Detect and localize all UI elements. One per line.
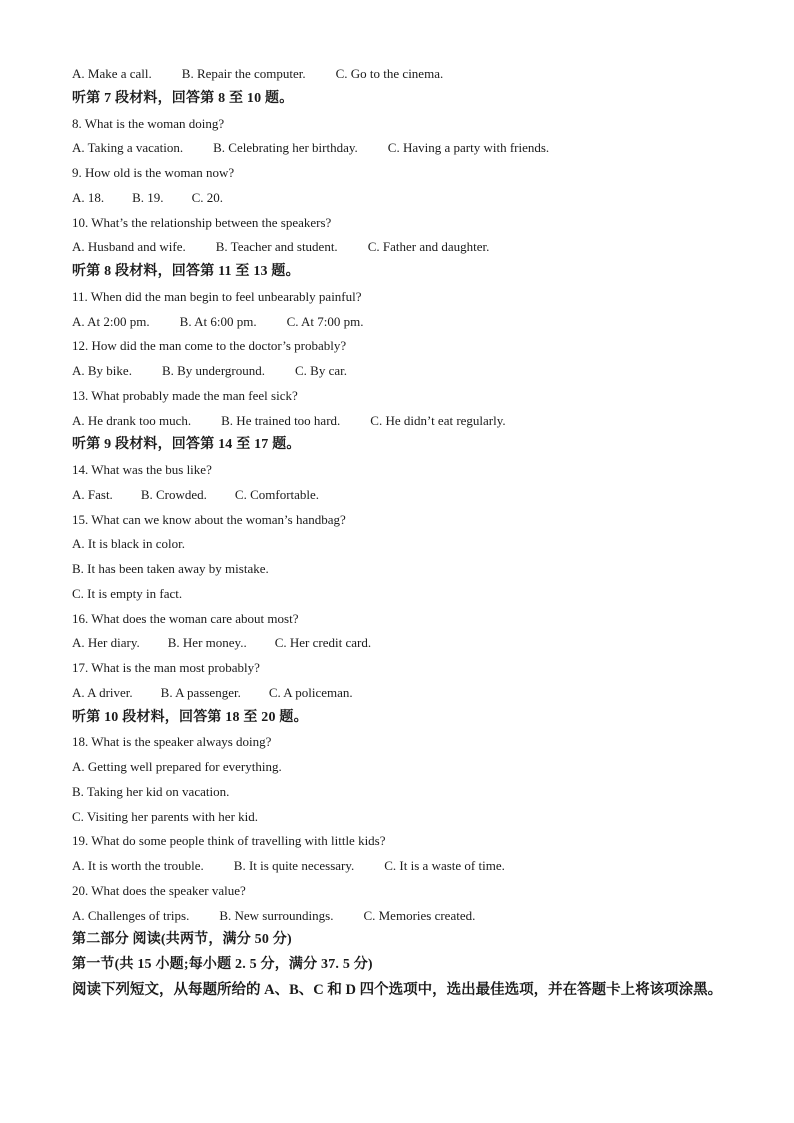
option-c: C. 20.: [191, 189, 223, 205]
question-14: 14. What was the bus like?: [72, 462, 212, 477]
q17-options: [72, 681, 732, 706]
option-c: C. Memories created.: [363, 907, 476, 923]
option-c: C. Her credit card.: [274, 635, 372, 651]
question-9: 9. How old is the woman now?: [72, 165, 235, 180]
option-c: C. Go to the cinema.: [335, 66, 444, 81]
option-c: C. He didn’t eat regularly.: [370, 412, 506, 428]
question-16: 16. What does the woman care about most?: [72, 610, 299, 626]
exam-page: [72, 62, 732, 1002]
option-c: C. It is empty in fact.: [72, 585, 183, 601]
option-b: B. It has been taken away by mistake.: [72, 561, 269, 576]
question-15: 15. What can we know about the woman’s handbag?: [72, 511, 346, 527]
option-c: C. Having a party with friends.: [387, 140, 550, 156]
question-10: 10. What’s the relationship between the speakers?: [72, 214, 332, 230]
option-b: B. Teacher and student.: [215, 239, 338, 255]
option-b: B. Crowded.: [140, 486, 207, 502]
option-a: A. He drank too much.: [72, 412, 192, 428]
option-b: B. Her money..: [167, 635, 247, 651]
option-a: A. By bike.: [72, 363, 132, 378]
option-c: C. Visiting her parents with her kid.: [72, 808, 259, 824]
question-13: 13. What probably made the man feel sick?: [72, 387, 298, 403]
q10-options: [72, 235, 732, 260]
q13-options: [72, 409, 732, 434]
q12-options: [72, 359, 732, 384]
question-19: 19. What do some people think of travelling with little kids?: [72, 833, 386, 849]
q19-options: [72, 854, 732, 879]
option-a: A. A driver.: [72, 684, 133, 700]
option-b: B. It is quite necessary.: [233, 858, 355, 873]
part7-heading: 听第 7 段材料，回答第 8 至 10 题。: [72, 90, 294, 106]
question-11: 11. When did the man begin to feel unbearably painful?: [72, 288, 362, 304]
option-c: C. At 7:00 pm.: [286, 313, 364, 329]
option-a: A. Fast.: [72, 486, 113, 502]
option-b: B. A passenger.: [160, 684, 241, 700]
option-b: B. By underground.: [161, 363, 265, 378]
section2-instructions: 阅读下列短文，从每题所给的 A、B、C 和 D 四个选项中，选出最佳选项，并在答题卡上将该项涂黑。: [72, 981, 723, 998]
option-b: B. Repair the computer.: [181, 66, 306, 81]
option-b: B. Celebrating her birthday.: [213, 140, 358, 156]
part10-heading: 听第 10 段材料，回答第 18 至 20 题。: [72, 709, 308, 725]
option-b: B. He trained too hard.: [221, 412, 341, 428]
q14-options: [72, 483, 732, 508]
option-a: A. Getting well prepared for everything.: [72, 759, 282, 774]
question-20: 20. What does the speaker value?: [72, 882, 246, 898]
part9-heading: 听第 9 段材料，回答第 14 至 17 题。: [72, 437, 301, 453]
option-b: B. Taking her kid on vacation.: [72, 783, 230, 799]
option-c: C. Comfortable.: [234, 486, 320, 502]
question-18: 18. What is the speaker always doing?: [72, 734, 272, 750]
q16-options: [72, 631, 732, 656]
option-a: A. It is black in color.: [72, 536, 186, 552]
section2-title: 第二部分 阅读(共两节，满分 50 分): [72, 932, 292, 948]
q8-options: [72, 136, 732, 161]
question-8: 8. What is the woman doing?: [72, 115, 225, 131]
option-a: A. 18.: [72, 189, 105, 205]
option-a: A. At 2:00 pm.: [72, 313, 150, 329]
option-a: A. Make a call.: [72, 66, 152, 81]
option-a: A. It is worth the trouble.: [72, 858, 204, 873]
q9-options: [72, 186, 732, 211]
q7-options: [72, 62, 732, 87]
option-b: B. 19.: [132, 189, 164, 205]
option-c: C. By car.: [295, 363, 347, 378]
question-12: 12. How did the man come to the doctor’s probably?: [72, 338, 347, 354]
option-b: B. At 6:00 pm.: [179, 313, 257, 329]
option-a: A. Husband and wife.: [72, 239, 186, 255]
question-17: 17. What is the man most probably?: [72, 660, 260, 675]
option-c: C. Father and daughter.: [367, 239, 490, 255]
q11-options: [72, 310, 732, 335]
section2-subtitle: 第一节(共 15 小题;每小题 2. 5 分，满分 37. 5 分): [72, 957, 373, 972]
option-c: C. A policeman.: [268, 684, 353, 700]
option-b: B. New surroundings.: [219, 907, 334, 923]
part8-heading: 听第 8 段材料，回答第 11 至 13 题。: [72, 264, 300, 279]
option-c: C. It is a waste of time.: [384, 858, 505, 873]
option-a: A. Challenges of trips.: [72, 907, 190, 923]
option-a: A. Her diary.: [72, 635, 140, 651]
option-a: A. Taking a vacation.: [72, 140, 184, 156]
q20-options: [72, 904, 732, 929]
